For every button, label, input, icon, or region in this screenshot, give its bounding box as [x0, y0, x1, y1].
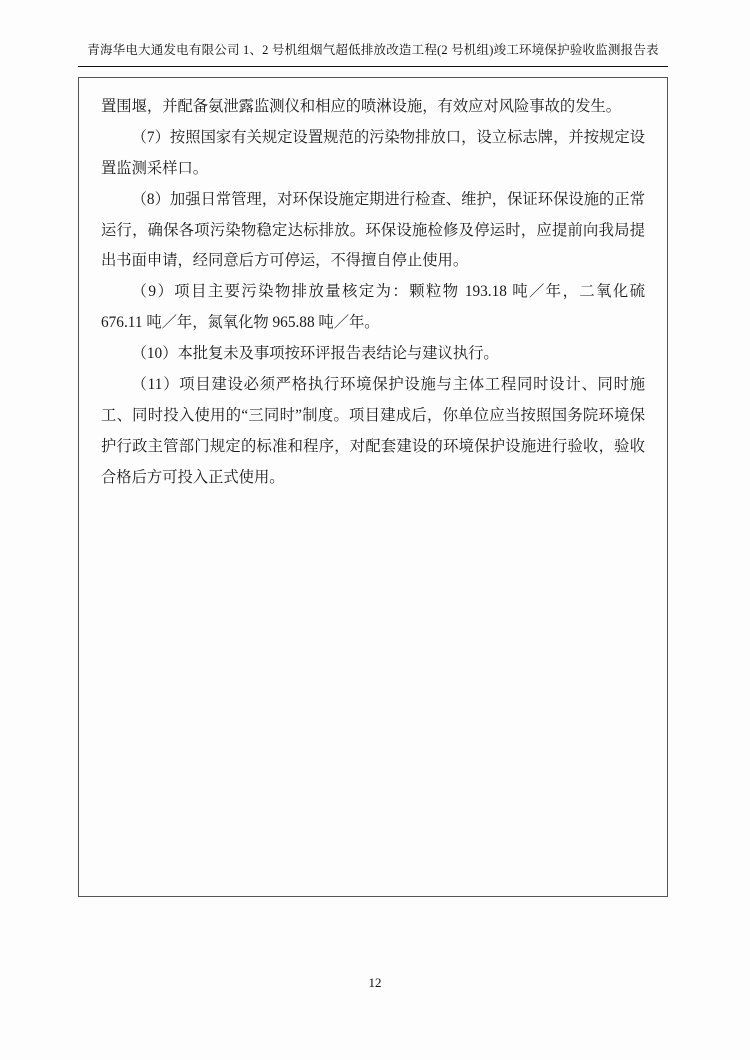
document-header-title: 青海华电大通发电有限公司 1、2 号机组烟气超低排放改造工程(2 号机组)竣工环境保护验收监测报告表 [78, 40, 668, 67]
paragraph-item-8: （8）加强日常管理，对环保设施定期进行检查、维护，保证环保设施的正常运行，确保各项污染物稳定达标排放。环保设施检修及停运时，应提前向我局提出书面申请，经同意后方可停运，不得擅自停止使用。 [101, 190, 645, 270]
content-border-box [78, 77, 668, 897]
page-content-area [78, 40, 668, 897]
paragraph-item-7: （7）按照国家有关规定设置规范的污染物排放口，设立标志牌，并按规定设置监测采样口。 [101, 128, 645, 177]
paragraph-item-9: （9）项目主要污染物排放量核定为：颗粒物 193.18 吨／年，二氧化硫 676.11 吨／年，氮氧化物 965.88 吨／年。 [101, 283, 645, 332]
page-number: 12 [368, 975, 382, 990]
paragraph-item-10: （10）本批复未及事项按环评报告表结论与建议执行。 [131, 345, 499, 363]
paragraph-item-11: （11）项目建设必须严格执行环境保护设施与主体工程同时设计、同时施工、同时投入使用的“三同时”制度。项目建成后，你单位应当按照国务院环境保护行政主管部门规定的标准和程序，对配套建设的环境保护设施进行验收，验收合格后方可投入正式使用。 [101, 376, 645, 486]
paragraph-continued: 置围堰，并配备氨泄露监测仪和相应的喷淋设施，有效应对风险事故的发生。 [101, 98, 622, 115]
